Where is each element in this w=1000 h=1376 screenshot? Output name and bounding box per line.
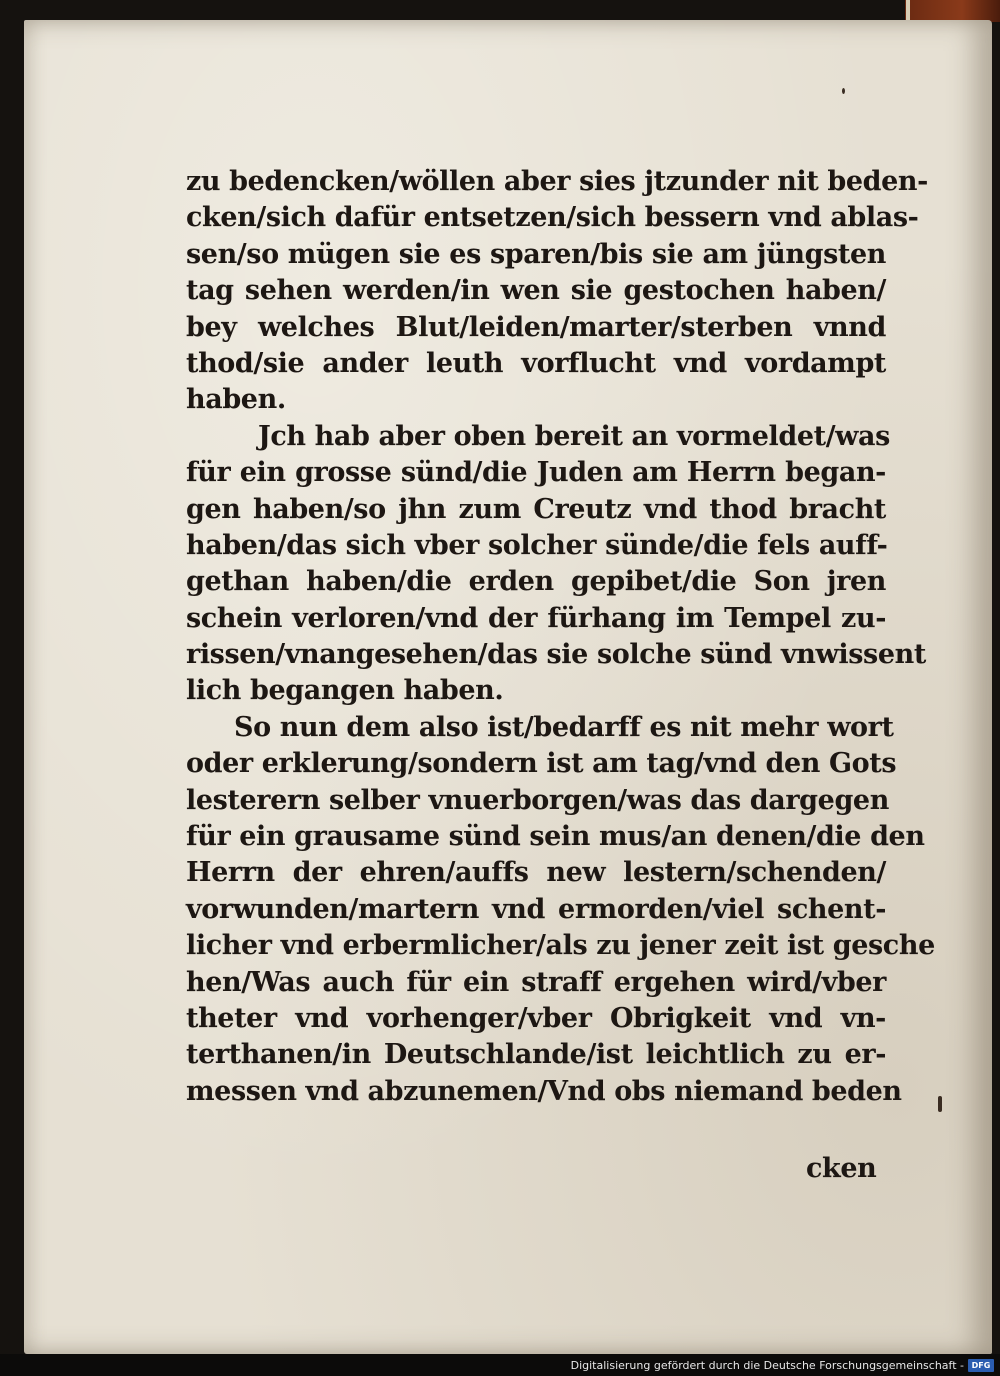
text-line: Herrn der ehren/auffs new lestern/schenden/ (186, 857, 886, 889)
text-line: cken/sich dafür entsetzen/sich bessern vnd ablas- (186, 202, 919, 234)
text-line: Jch hab aber oben bereit an vormeldet/was (258, 420, 890, 452)
text-line: für ein grosse sünd/die Juden am Herrn began- (186, 457, 886, 489)
text-line: gethan haben/die erden gepibet/die Son jren (186, 566, 886, 598)
text-line: gen haben/so jhn zum Creutz vnd thod bracht (186, 493, 886, 525)
funding-credit: Digitalisierung gefördert durch die Deutsche Forschungsgemeinschaft - (570, 1359, 964, 1372)
dfg-logo-icon: DFG (968, 1359, 994, 1372)
text-line: haben. (186, 384, 286, 416)
text-line: tag sehen werden/in wen sie gestochen haben/ (186, 275, 886, 307)
text-line: lich begangen haben. (186, 675, 504, 707)
text-line: für ein grausame sünd sein mus/an denen/die den (186, 821, 925, 853)
ink-spot (842, 88, 845, 94)
text-line: schein verloren/vnd der fürhang im Tempel zu- (186, 602, 886, 634)
text-line: messen vnd abzunemen/Vnd obs niemand beden (186, 1075, 902, 1107)
text-line: zu bedencken/wöllen aber sies jtzunder nit beden- (186, 166, 928, 197)
text-line: lesterern selber vnuerborgen/was das dargegen (186, 784, 889, 816)
ink-spot (938, 1096, 942, 1112)
text-line: haben/das sich vber solcher sünde/die fels auff- (186, 529, 888, 561)
text-line: terthanen/in Deutschlande/ist leichtlich zu er- (186, 1039, 886, 1071)
text-line: licher vnd erbermlicher/als zu jener zeit ist gesche (186, 930, 935, 962)
text-line: vorwunden/martern vnd ermorden/viel schent- (186, 893, 886, 925)
text-line: oder erklerung/sondern ist am tag/vnd den Gots (186, 748, 897, 780)
text-line: sen/so mügen sie es sparen/bis sie am jüngsten (186, 238, 886, 270)
text-line: hen/Was auch für ein straff ergehen wird/vber (186, 966, 886, 998)
text-line: rissen/vnangesehen/das sie solche sünd vnwissent (186, 639, 926, 671)
page-text-block (186, 164, 935, 1110)
text-line: theter vnd vorhenger/vber Obrigkeit vnd vn- (186, 1002, 886, 1034)
catchword: cken (806, 1153, 877, 1184)
text-line: So nun dem also ist/bedarff es nit mehr wort (234, 711, 894, 743)
text-line: bey welches Blut/leiden/marter/sterben vnnd (186, 311, 886, 343)
book-cover-edge (905, 0, 1000, 22)
page-edge-strip (906, 0, 910, 22)
text-line: thod/sie ander leuth vorflucht vnd vordampt (186, 347, 886, 379)
